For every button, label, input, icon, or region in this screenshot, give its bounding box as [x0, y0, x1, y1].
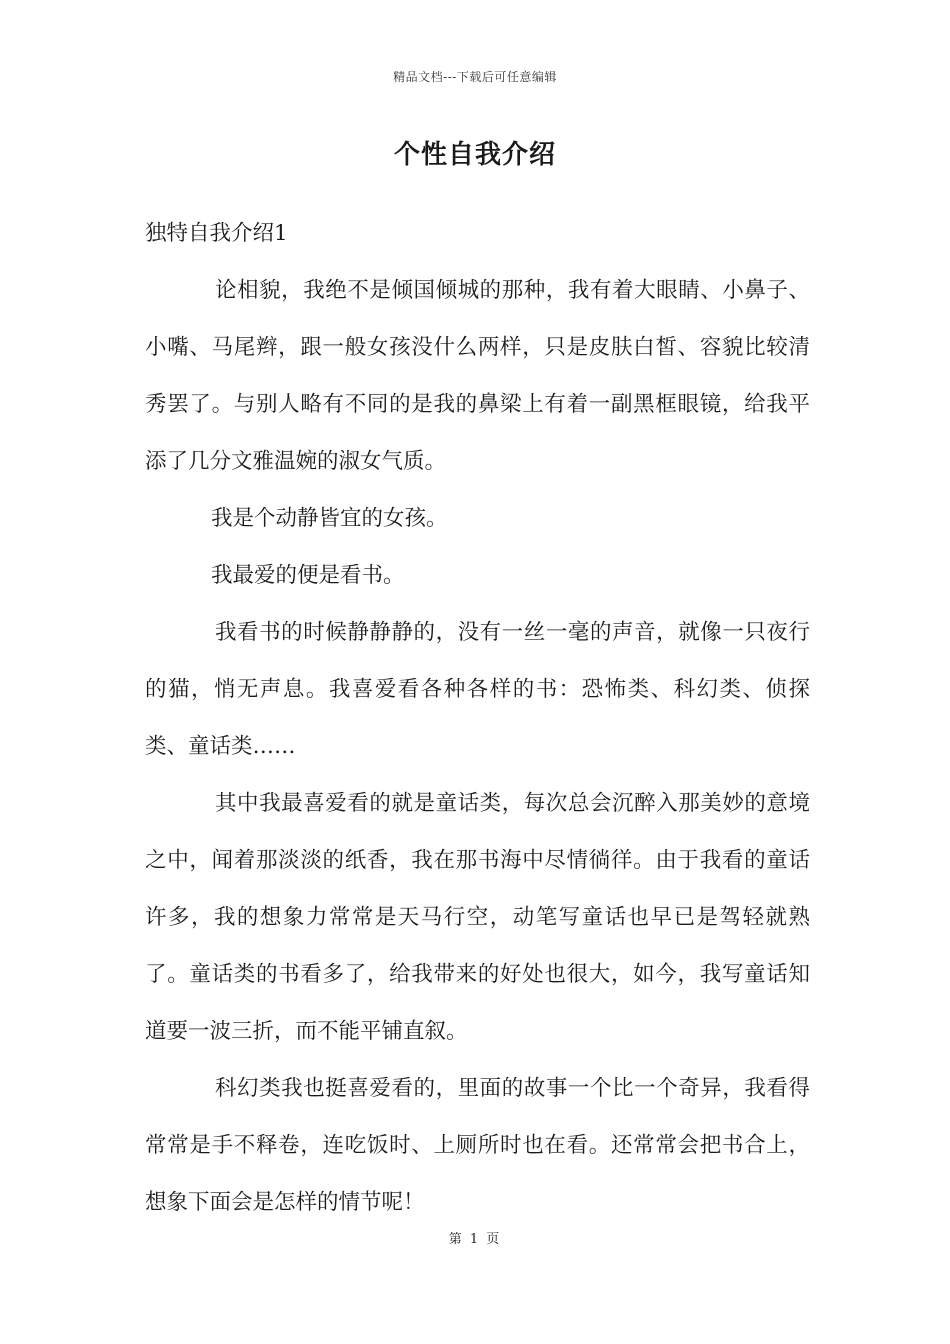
running-header: 精品文档---下载后可任意编辑 — [393, 70, 557, 84]
document-body — [145, 205, 810, 1231]
paragraph-personality: 我是个动静皆宜的女孩。 — [211, 506, 448, 531]
paragraph-love-reading: 我最爱的便是看书。 — [211, 563, 405, 588]
page-number: 第 1 页 — [448, 1232, 502, 1247]
paragraph-appearance: 论相貌，我绝不是倾国倾城的那种，我有着大眼睛、小鼻子、小嘴、马尾辫，跟一般女孩没什么两样，只是皮肤白皙、容貌比较清秀罢了。与别人略有不同的是我的鼻梁上有着一副黑框眼镜，给我平添了几分文雅温婉的淑女气质。 — [145, 278, 810, 474]
paragraph-science-fiction: 科幻类我也挺喜爱看的，里面的故事一个比一个奇异，我看得常常是手不释卷，连吃饭时、上厕所时也在看。还常常会把书合上，想象下面会是怎样的情节呢！ — [145, 1076, 810, 1215]
section-heading: 独特自我介绍1 — [145, 221, 288, 246]
paragraph-reading-habits: 我看书的时候静静静的，没有一丝一毫的声音，就像一只夜行的猫，悄无声息。我喜爱看各种各样的书：恐怖类、科幻类、侦探类、童话类…… — [145, 620, 810, 759]
paragraph-fairy-tales: 其中我最喜爱看的就是童话类，每次总会沉醉入那美妙的意境之中，闻着那淡淡的纸香，我在那书海中尽情徜徉。由于我看的童话许多，我的想象力常常是天马行空，动笔写童话也早已是驾轻就熟了。童话类的书看多了，给我带来的好处也很大，如今，我写童话知道要一波三折，而不能平铺直叙。 — [145, 791, 810, 1044]
document-title: 个性自我介绍 — [393, 140, 556, 170]
